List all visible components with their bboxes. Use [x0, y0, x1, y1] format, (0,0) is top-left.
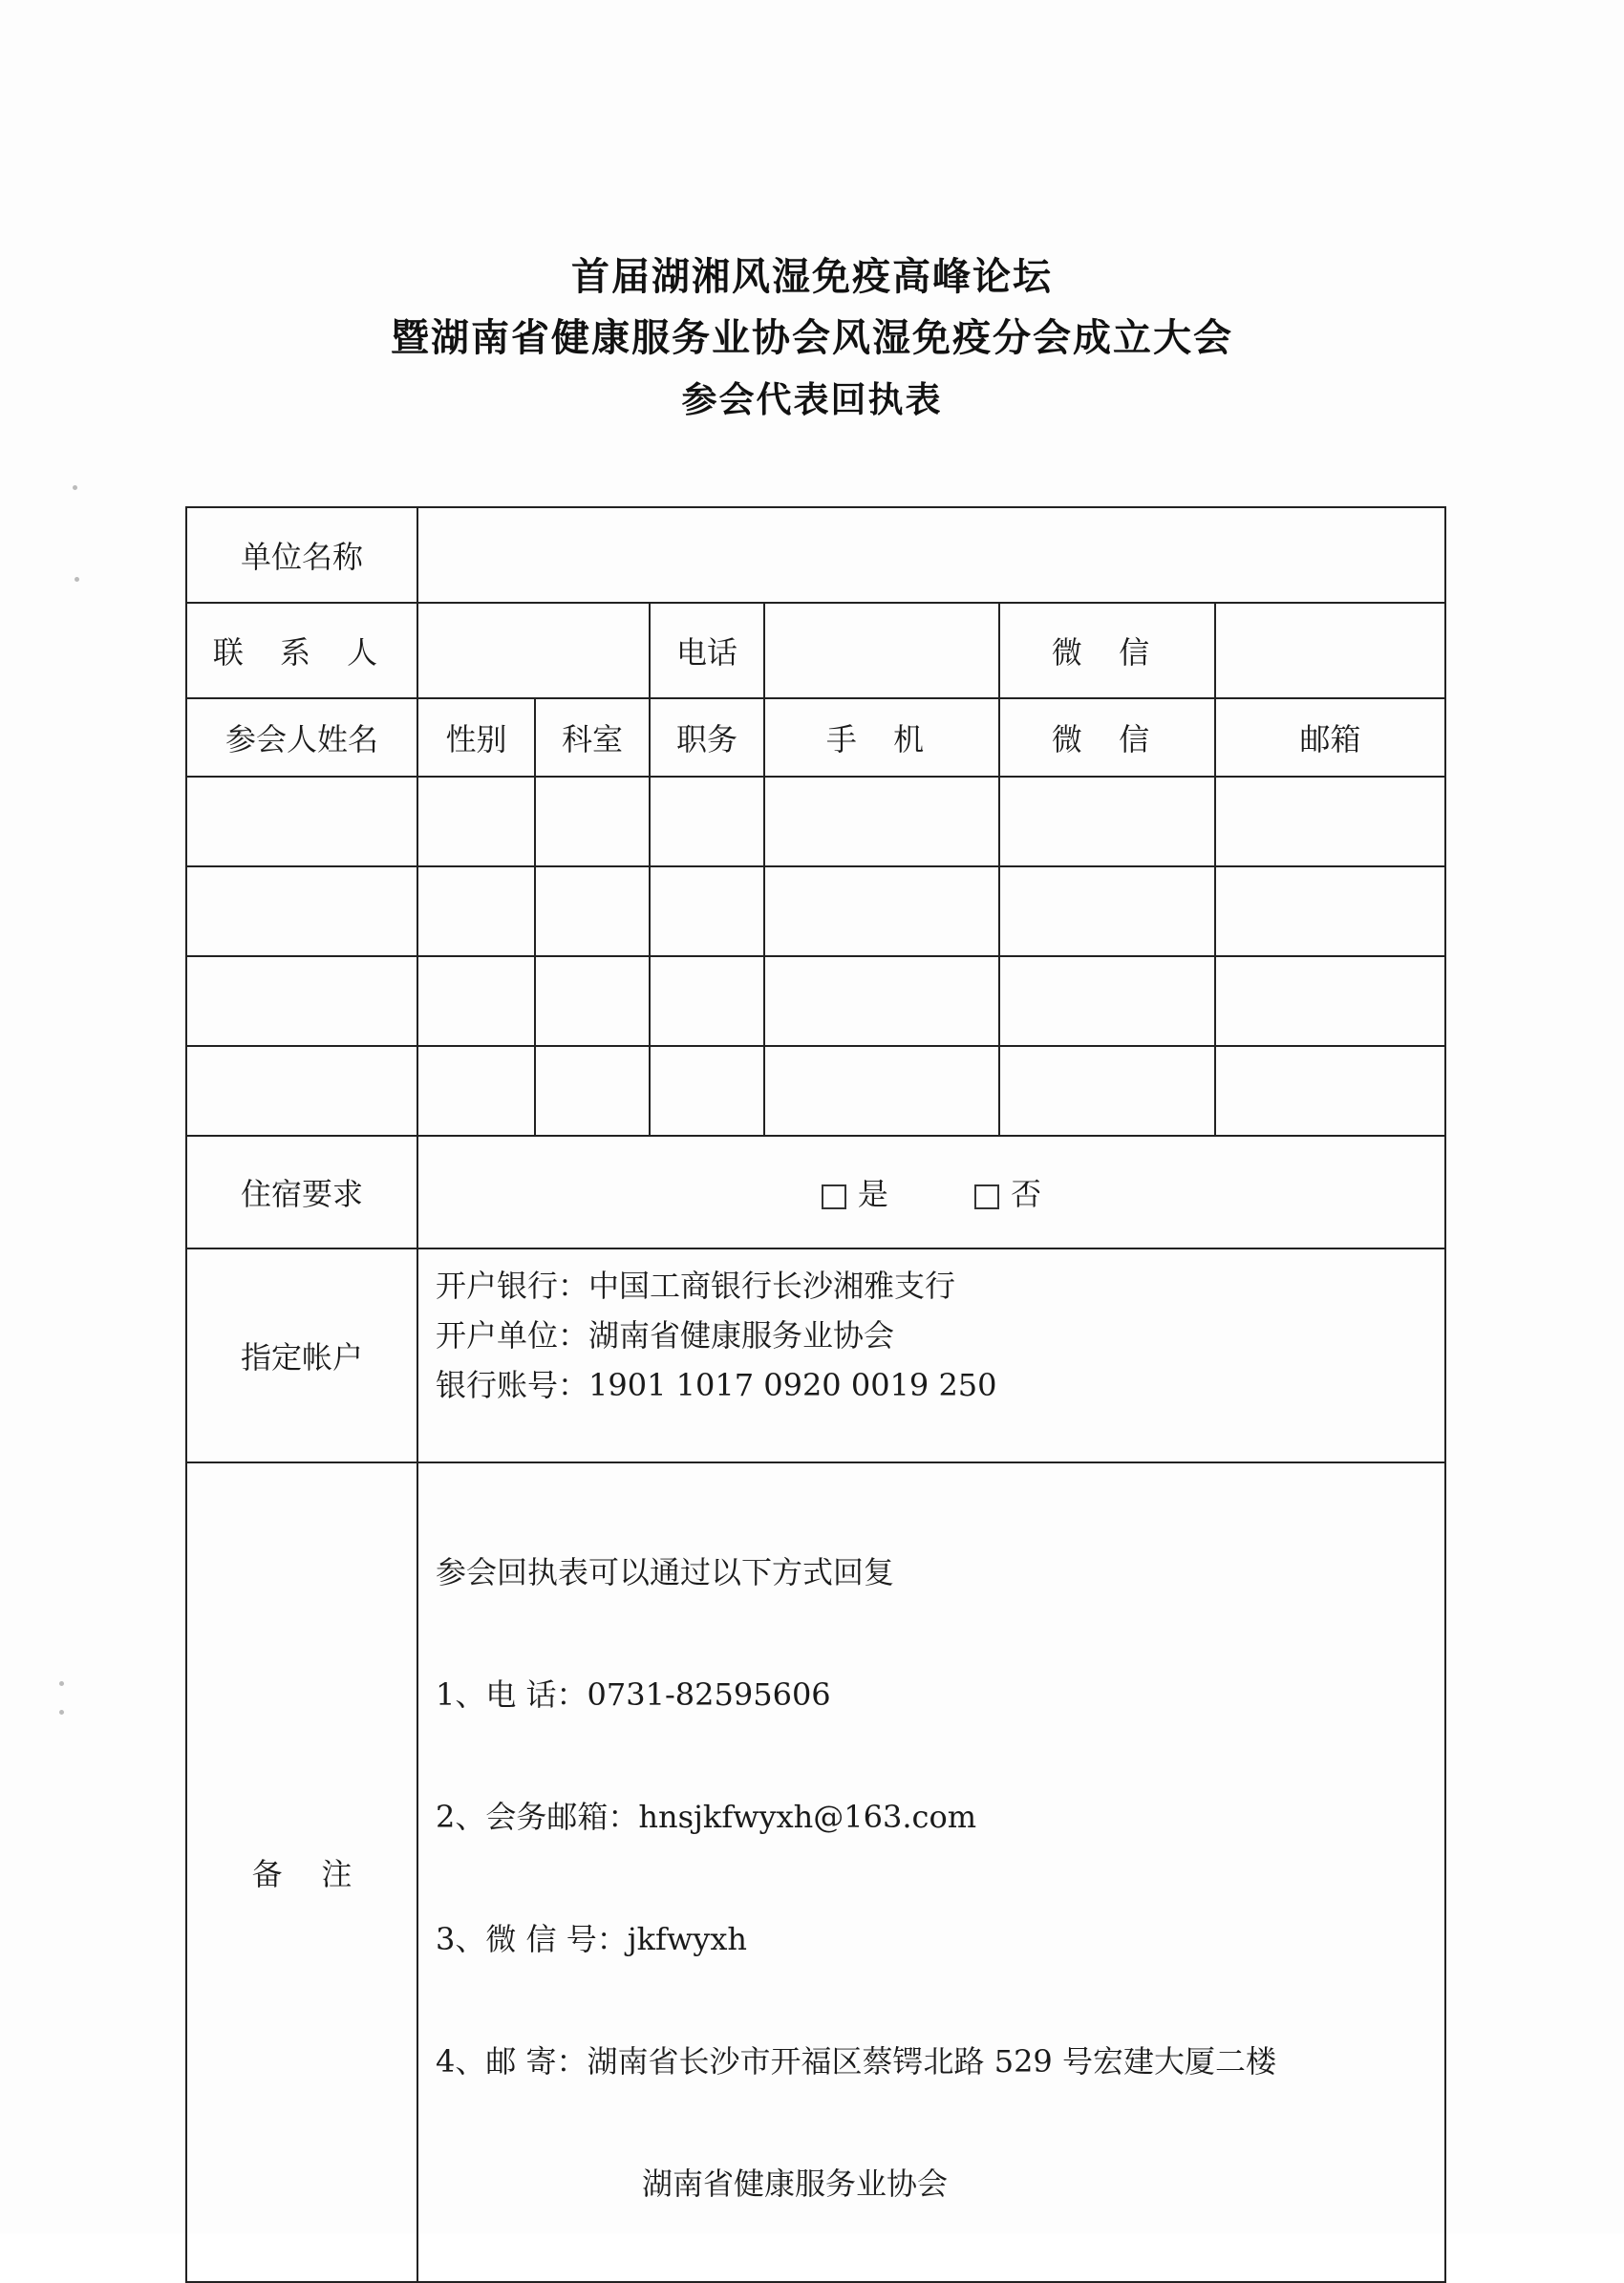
attendee-wechat-cell[interactable]	[999, 956, 1215, 1046]
bank-name-line: 开户银行：中国工商银行长沙湘雅支行	[436, 1268, 956, 1304]
attendee-department-cell[interactable]	[535, 866, 650, 956]
attendee-wechat-cell[interactable]	[999, 777, 1215, 866]
unit-name-field[interactable]	[417, 507, 1445, 603]
attendee-position-cell[interactable]	[650, 1046, 764, 1136]
contact-row	[186, 603, 1445, 698]
account-number-line: 银行账号：1901 1017 0920 0019 250	[436, 1367, 997, 1403]
attendee-name-cell[interactable]	[186, 866, 417, 956]
notes-intro: 参会回执表可以通过以下方式回复	[436, 1554, 895, 1590]
account-holder-line: 开户单位：湖南省健康服务业协会	[436, 1317, 895, 1354]
checkbox-yes[interactable]	[822, 1184, 846, 1209]
registration-form-table	[185, 506, 1446, 2283]
account-row	[186, 1248, 1445, 1462]
attendee-wechat-cell[interactable]	[999, 866, 1215, 956]
attendee-name-cell[interactable]	[186, 956, 417, 1046]
notes-details	[417, 1462, 1445, 2282]
contact-person-label: 联 系 人	[186, 603, 417, 698]
attendee-gender-cell[interactable]	[417, 1046, 535, 1136]
attendee-position-cell[interactable]	[650, 866, 764, 956]
notes-wechat-line: 3、微 信 号：jkfwyxh	[436, 1921, 747, 1957]
col-header-wechat: 微 信	[999, 698, 1215, 777]
col-header-email: 邮箱	[1215, 698, 1445, 777]
col-header-gender: 性别	[417, 698, 535, 777]
notes-email-line: 2、会务邮箱：hnsjkfwyxh@163.com	[436, 1799, 977, 1835]
col-header-name: 参会人姓名	[186, 698, 417, 777]
notes-phone-line: 1、电 话：0731-82595606	[436, 1676, 831, 1713]
attendee-mobile-cell[interactable]	[764, 1046, 999, 1136]
attendee-department-cell[interactable]	[535, 777, 650, 866]
lodging-option-yes[interactable]	[822, 1170, 888, 1214]
attendee-email-cell[interactable]	[1215, 777, 1445, 866]
phone-field[interactable]	[764, 603, 999, 698]
notes-mail-line: 4、邮 寄：湖南省长沙市开福区蔡锷北路 529 号宏建大厦二楼	[436, 2043, 1276, 2080]
attendee-row	[186, 866, 1445, 956]
attendee-mobile-cell[interactable]	[764, 956, 999, 1046]
checkbox-no[interactable]	[974, 1184, 999, 1209]
title-line-1: 首届湖湘风湿免疫高峰论坛	[571, 255, 1053, 299]
lodging-options	[417, 1136, 1445, 1248]
account-label: 指定帐户	[186, 1248, 417, 1462]
contact-person-field[interactable]	[417, 603, 650, 698]
option-yes-label: 是	[857, 1176, 888, 1212]
col-header-mobile: 手 机	[764, 698, 999, 777]
attendee-email-cell[interactable]	[1215, 866, 1445, 956]
col-header-position: 职务	[650, 698, 764, 777]
attendee-wechat-cell[interactable]	[999, 1046, 1215, 1136]
attendee-email-cell[interactable]	[1215, 1046, 1445, 1136]
scan-speck	[59, 1710, 64, 1715]
scan-speck	[73, 485, 77, 490]
attendee-header-row	[186, 698, 1445, 777]
option-no-label: 否	[1011, 1176, 1042, 1212]
attendee-position-cell[interactable]	[650, 777, 764, 866]
attendee-row	[186, 1046, 1445, 1136]
attendee-mobile-cell[interactable]	[764, 866, 999, 956]
notes-label: 备 注	[186, 1462, 417, 2282]
title-line-2: 暨湖南省健康服务业协会风湿免疫分会成立大会	[391, 316, 1233, 360]
scan-speck	[75, 577, 79, 582]
col-header-department: 科室	[535, 698, 650, 777]
attendee-department-cell[interactable]	[535, 1046, 650, 1136]
attendee-mobile-cell[interactable]	[764, 777, 999, 866]
phone-label: 电话	[650, 603, 764, 698]
account-details	[417, 1248, 1445, 1462]
unit-row	[186, 507, 1445, 603]
scan-speck	[59, 1681, 64, 1686]
attendee-gender-cell[interactable]	[417, 866, 535, 956]
title-line-3: 参会代表回执表	[681, 379, 943, 420]
attendee-position-cell[interactable]	[650, 956, 764, 1046]
attendee-email-cell[interactable]	[1215, 956, 1445, 1046]
lodging-label: 住宿要求	[186, 1136, 417, 1248]
attendee-row	[186, 777, 1445, 866]
attendee-gender-cell[interactable]	[417, 956, 535, 1046]
notes-mail-recipient-line: 湖南省健康服务业协会	[642, 2166, 949, 2202]
unit-name-label: 单位名称	[186, 507, 417, 603]
wechat-field[interactable]	[1215, 603, 1445, 698]
lodging-row	[186, 1136, 1445, 1248]
attendee-gender-cell[interactable]	[417, 777, 535, 866]
attendee-name-cell[interactable]	[186, 1046, 417, 1136]
attendee-department-cell[interactable]	[535, 956, 650, 1046]
attendee-name-cell[interactable]	[186, 777, 417, 866]
attendee-row	[186, 956, 1445, 1046]
wechat-label: 微 信	[999, 603, 1215, 698]
notes-row	[186, 1462, 1445, 2282]
lodging-option-no[interactable]	[974, 1170, 1041, 1214]
